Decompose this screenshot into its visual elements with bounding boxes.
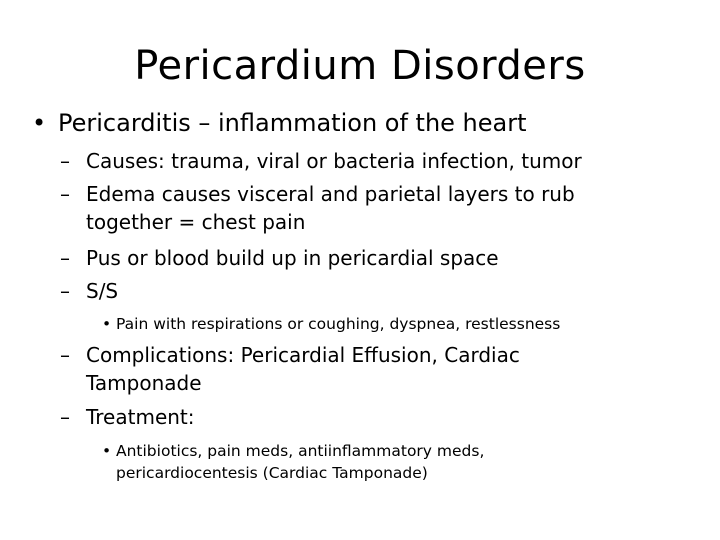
sub-bullet-causes: Causes: trauma, viral or bacteria infection, tumor <box>86 149 582 173</box>
dash-marker: – <box>60 343 70 367</box>
sub-bullet-edema: Edema causes visceral and parietal layers to rub <box>86 182 575 206</box>
bullet-marker: • <box>32 109 47 137</box>
sub-bullet-complications: Complications: Pericardial Effusion, Cardiac <box>86 343 520 367</box>
small-bullet-marker: • <box>102 315 112 333</box>
dash-marker: – <box>60 182 70 206</box>
detail-ss: Pain with respirations or coughing, dyspnea, restlessness <box>116 315 561 333</box>
small-bullet-marker: • <box>102 442 112 460</box>
dash-marker: – <box>60 149 70 173</box>
detail-treatment: Antibiotics, pain meds, antiinflammatory meds, <box>116 442 485 460</box>
dash-marker: – <box>60 246 70 270</box>
dash-marker: – <box>60 279 70 303</box>
sub-bullet-ss: S/S <box>86 279 119 303</box>
sub-bullet-complications-continued: Tamponade <box>86 371 202 395</box>
sub-bullet-treatment: Treatment: <box>86 405 195 429</box>
dash-marker: – <box>60 405 70 429</box>
sub-bullet-edema-continued: together = chest pain <box>86 210 306 234</box>
bullet-pericarditis: Pericarditis – inflammation of the heart <box>58 109 527 137</box>
slide-title: Pericardium Disorders <box>134 43 586 89</box>
sub-bullet-pus: Pus or blood build up in pericardial space <box>86 246 499 270</box>
detail-treatment-continued: pericardiocentesis (Cardiac Tamponade) <box>116 464 428 482</box>
